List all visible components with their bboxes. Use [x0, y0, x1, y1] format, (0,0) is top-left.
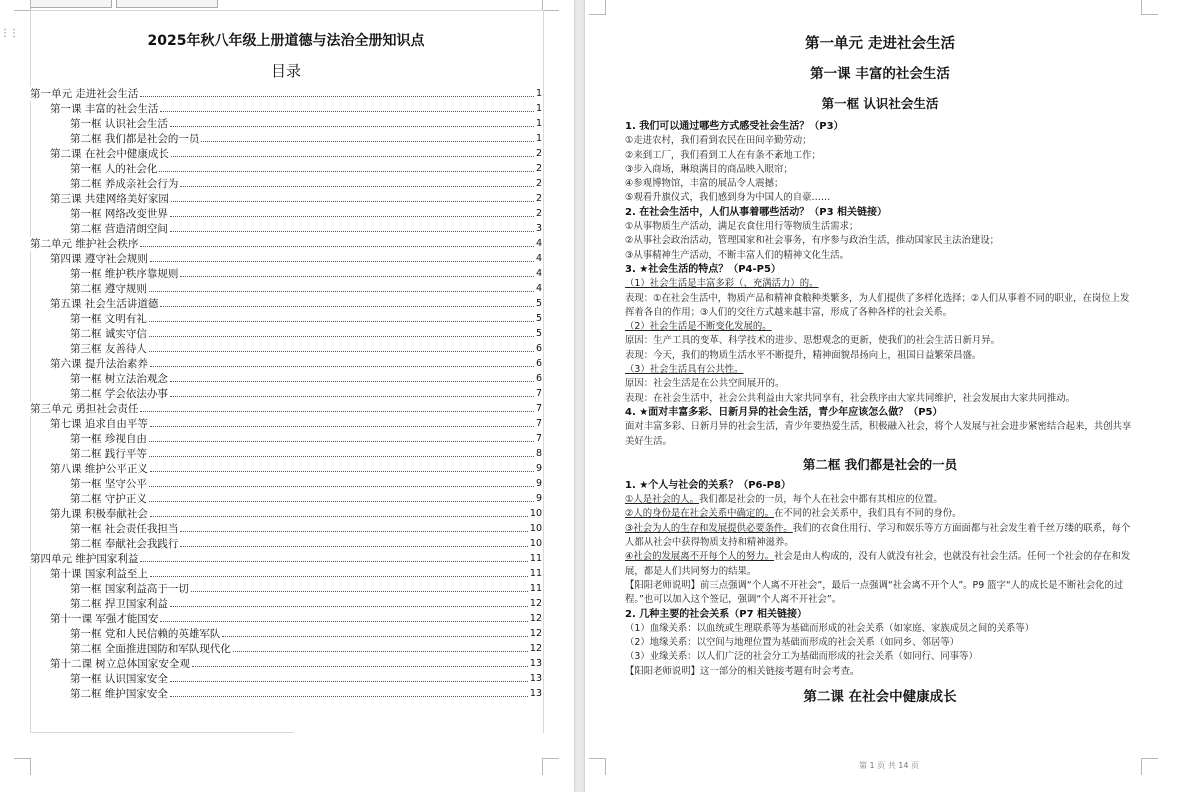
toc-leader: [150, 261, 534, 262]
teacher-note: 【阳阳老师说明】前三点强调“个人离不开社会”，最后一点强调“社会离不开个人”。P9 篮字“人的成长是不断社会化的过程。”也可以加入这个签记，强调“个人离不开社会”。: [625, 579, 1124, 606]
toc-entry-title: 第二框 维护国家安全: [70, 688, 168, 700]
toc-page-number: 2: [535, 193, 542, 204]
toc-leader: [170, 681, 528, 682]
toc-entry-title: 第一框 文明有礼: [70, 313, 147, 325]
toc-page-number: 1: [535, 118, 542, 129]
toc-entry[interactable]: [30, 656, 542, 671]
toc-leader: [150, 366, 534, 367]
answer-text: 我们都是社会的一员，每个人在社会中都有其相应的位置。: [699, 494, 943, 506]
toc-entry-title: 第一框 坚守公平: [70, 478, 147, 490]
toc-leader: [160, 621, 528, 622]
toc-leader: [149, 441, 534, 442]
answer-line: 表现：今天，我们的物质生活水平不断提升，精神面貌昂扬向上，祖国日益繁荣昌盛。: [625, 349, 982, 361]
toc-entry[interactable]: [30, 686, 542, 701]
subpoint-heading: （3）社会生活具有公共性。: [625, 364, 744, 376]
subpoint-heading: （1）社会生活是丰富多彩（、充满活力）的。: [625, 278, 819, 290]
content-page: [585, 0, 1193, 792]
answer-line: （2）地缘关系：以空间与地理位置为基础而形成的社会关系（如同乡、邻居等）: [625, 637, 960, 649]
toc-entry[interactable]: [30, 326, 542, 341]
drag-handle-icon[interactable]: ⋮⋮: [0, 28, 18, 39]
toc-entry-title: 第五课 社会生活讲道德: [50, 298, 159, 310]
lesson-title: 第二课 在社会中健康成长: [803, 688, 957, 705]
toc-page-number: 13: [529, 658, 542, 669]
toc-entry[interactable]: [30, 551, 542, 566]
toc-entry-title: 第二框 营造清朗空间: [70, 223, 168, 235]
question-heading: 2. 几种主要的社会关系（P7 相关链接）: [625, 608, 808, 620]
toc-page-number: 5: [535, 313, 542, 324]
answer-line: ③从事精神生产活动，不断丰富人们的精神文化生活。: [625, 249, 850, 261]
key-point: ③社会为人的生存和发展提供必要条件。: [625, 522, 793, 534]
toc-entry[interactable]: [30, 611, 542, 626]
toc-entry-title: 第一框 党和人民信赖的英雄军队: [70, 628, 221, 640]
toc-entry-title: 第二框 守护正义: [70, 493, 147, 505]
answer-line: ④参观博物馆，丰富的展品令人震撼；: [625, 178, 784, 190]
toc-entry[interactable]: [30, 581, 542, 596]
toc-page-number: 6: [535, 373, 542, 384]
key-point: ②人的身份是在社会关系中确定的。: [625, 508, 775, 520]
crop-mark: [542, 758, 559, 775]
toc-entry-title: 第二框 我们都是社会的一员: [70, 133, 200, 145]
toc-page-number: 9: [535, 493, 542, 504]
toc-entry[interactable]: [30, 176, 542, 191]
toc-entry-title: 第三课 共建网络美好家园: [50, 193, 169, 205]
toc-entry-title: 第二课 在社会中健康成长: [50, 148, 169, 160]
key-point: ①人是社会的人。: [625, 494, 700, 506]
toc-list: [30, 86, 542, 701]
toc-entry-title: 第二框 遵守规则: [70, 283, 147, 295]
toc-page-number: 7: [535, 403, 542, 414]
toc-entry[interactable]: [30, 371, 542, 386]
toc-heading: 目录: [270, 62, 301, 80]
toc-entry-title: 第八课 维护公平正义: [50, 463, 148, 475]
toc-entry[interactable]: [30, 386, 542, 401]
question-heading: 1. 我们可以通过哪些方式感受社会生活？（P3）: [625, 121, 844, 132]
toc-entry-title: 第四课 遵守社会规则: [50, 253, 148, 265]
toc-page-number: 11: [529, 553, 542, 564]
toc-entry[interactable]: [30, 446, 542, 461]
toc-leader: [180, 531, 528, 532]
answer-line: （1）血缘关系：以血统或生理联系等为基础而形成的社会关系（如家庭、家族成员之间的关系等）: [625, 622, 1035, 634]
toc-entry-title: 第一框 珍视自由: [70, 433, 147, 445]
answer-paragraph: 表现：在社会生活中，社会公共利益由大家共同享有，社会秩序由大家共同维护，社会发展由大家共同推动。: [625, 392, 1076, 404]
toc-page-number: 10: [529, 538, 542, 549]
answer-line: ①从事物质生产活动，满足衣食住用行等物质生活需求；: [625, 221, 859, 233]
subpoint-heading: （2）社会生活是不断变化发展的。: [625, 321, 772, 333]
toc-entry-title: 第二框 学会依法办事: [70, 388, 168, 400]
toc-page-number: 8: [535, 448, 542, 459]
question-heading: 2. 在社会生活中，人们从事着哪些活动？（P3 相关链接）: [625, 206, 888, 218]
toc-page: [0, 0, 574, 792]
toc-entry-title: 第一框 认识社会生活: [70, 118, 168, 130]
toc-entry-title: 第一框 网络改变世界: [70, 208, 168, 220]
toc-leader: [180, 186, 534, 187]
answer-line: ⑤观看升旗仪式，我们感到身为中国人的自豪……: [625, 192, 831, 204]
answer-line: ②来到工厂，我们看到工人在有条不紊地工作；: [625, 149, 821, 161]
toc-page-number: 3: [535, 223, 542, 234]
question-heading: 4. ★面对丰富多彩、日新月异的社会生活，青少年应该怎么做？（P5）: [625, 406, 943, 418]
toc-leader: [140, 411, 534, 412]
toc-page-number: 12: [529, 598, 542, 609]
toc-entry-title: 第一框 维护秩序靠规则: [70, 268, 179, 280]
toc-entry[interactable]: [30, 266, 542, 281]
toc-entry-title: 第一课 丰富的社会生活: [50, 103, 159, 115]
toc-entry-title: 第一单元 走进社会生活: [30, 88, 139, 100]
toc-leader: [160, 111, 534, 112]
toc-leader: [140, 561, 528, 562]
toc-leader: [180, 276, 534, 277]
toc-entry[interactable]: [30, 416, 542, 431]
toc-entry[interactable]: [30, 86, 542, 101]
answer-line: （3）业缘关系：以人们广泛的社会分工为基础而形成的社会关系（如同行、同事等）: [625, 651, 978, 663]
toc-page-number: 4: [535, 238, 542, 249]
toc-page-number: 6: [535, 358, 542, 369]
toc-entry[interactable]: [30, 521, 542, 536]
toc-entry[interactable]: [30, 356, 542, 371]
answer-text: 社会是由人构成的，没有人就没有社会，也就没有社会生活。任何一个社会的存在和发展，都是人们共同努力的结果。: [625, 551, 1131, 577]
toc-entry[interactable]: [30, 566, 542, 581]
toc-leader: [149, 501, 534, 502]
toc-entry[interactable]: [30, 476, 542, 491]
toc-entry-title: 第二框 全面推进国防和军队现代化: [70, 643, 231, 655]
toc-entry[interactable]: [30, 536, 542, 551]
toc-leader: [159, 171, 534, 172]
toc-entry-title: 第二框 诚实守信: [70, 328, 147, 340]
toc-page-number: 2: [535, 163, 542, 174]
toc-page-number: 4: [535, 253, 542, 264]
toc-page-number: 9: [535, 478, 542, 489]
toc-page-number: 4: [535, 268, 542, 279]
toc-page-number: 7: [535, 433, 542, 444]
toc-entry[interactable]: [30, 626, 542, 641]
toc-entry-title: 第六课 提升法治素养: [50, 358, 148, 370]
toc-page-number: 9: [535, 463, 542, 474]
question-heading: 1. ★个人与社会的关系？（P6-P8）: [625, 479, 791, 491]
toc-leader: [149, 336, 534, 337]
toc-entry-title: 第二单元 维护社会秩序: [30, 238, 139, 250]
toc-leader: [171, 201, 534, 202]
toc-leader: [170, 606, 528, 607]
toc-entry[interactable]: [30, 506, 542, 521]
toc-entry[interactable]: [30, 311, 542, 326]
document-title: 2025年秋八年级上册道德与法治全册知识点: [147, 33, 425, 49]
crop-mark: [14, 758, 31, 775]
toc-entry[interactable]: [30, 101, 542, 116]
toc-entry-title: 第一框 人的社会化: [70, 163, 158, 175]
toc-page-number: 11: [529, 583, 542, 594]
toc-leader: [150, 576, 528, 577]
toc-entry[interactable]: [30, 491, 542, 506]
update-toc-tab[interactable]: [116, 0, 218, 8]
toc-leader: [192, 666, 528, 667]
toc-entry[interactable]: [30, 161, 542, 176]
toc-entry-title: 第一框 认识国家安全: [70, 673, 168, 685]
toc-leader: [149, 291, 534, 292]
toc-entry[interactable]: [30, 401, 542, 416]
toc-leader: [149, 351, 534, 352]
toc-page-number: 10: [529, 523, 542, 534]
toc-page-number: 7: [535, 418, 542, 429]
toc-frame-bottom: [30, 732, 294, 733]
crop-mark: [14, 0, 31, 11]
toc-page-number: 13: [529, 688, 542, 699]
toc-leader: [160, 306, 534, 307]
toc-entry[interactable]: [30, 191, 542, 206]
toc-leader: [170, 696, 528, 697]
toc-leader: [149, 486, 534, 487]
crop-mark: [589, 0, 606, 15]
toc-page-number: 12: [529, 628, 542, 639]
toc-entry-title: 第二框 奉献社会我践行: [70, 538, 179, 550]
toc-entry[interactable]: [30, 116, 542, 131]
toc-page-number: 1: [535, 133, 542, 144]
question-heading: 3. ★社会生活的特点？（P4-P5）: [625, 263, 781, 275]
toc-leader: [149, 321, 534, 322]
unit-title: 第一单元 走进社会生活: [804, 36, 956, 52]
toc-entry[interactable]: [30, 461, 542, 476]
toc-leader: [170, 216, 534, 217]
toc-entry[interactable]: [30, 221, 542, 236]
toc-entry[interactable]: [30, 281, 542, 296]
toc-toolbar: [30, 0, 218, 8]
toc-entry[interactable]: [30, 341, 542, 356]
toc-page-number: 4: [535, 283, 542, 294]
answer-line: ③步入商场，琳琅满目的商品映入眼帘；: [625, 163, 793, 175]
toc-leader: [170, 396, 534, 397]
toc-entry[interactable]: [30, 596, 542, 611]
answer-paragraph: 面对丰富多彩、日新月异的社会生活，青少年要热爱生活，积极融入社会，将个人发展与社会进步紧密结合起来，共创共享美好生活。: [625, 421, 1132, 447]
toc-entry-title: 第十一课 军强才能国安: [50, 613, 159, 625]
answer-text: 我们的衣食住用行、学习和娱乐等方方面面都与社会发生着千丝万缕的联系，每个人都从社会中获得物质支持和精神滋养。: [625, 522, 1131, 549]
toc-leader: [180, 546, 528, 547]
toc-leader: [201, 141, 534, 142]
answer-paragraph: 表现：①在社会生活中，物质产品和精神食粮种类繁多，为人们提供了多样化选择；②人们从事着不同的职业，在岗位上发挥着各自的作用；③人们的交往方式越来越丰富，形成了各种各样的社会关系。: [625, 292, 1130, 318]
crop-mark: [542, 0, 559, 11]
toc-leader: [191, 591, 528, 592]
toc-entry[interactable]: [30, 641, 542, 656]
toc-page-number: 10: [529, 508, 542, 519]
toc-leader: [222, 636, 528, 637]
answer-text: 在不同的社会关系中，我们具有不同的身份。: [774, 508, 962, 520]
toc-leader: [150, 516, 528, 517]
toc-entry[interactable]: [30, 431, 542, 446]
toc-entry[interactable]: [30, 296, 542, 311]
toc-entry-title: 第一框 社会责任我担当: [70, 523, 179, 535]
toc-entry-title: 第二框 捍卫国家利益: [70, 598, 168, 610]
lesson-title: 第一课 丰富的社会生活: [810, 66, 950, 82]
toc-leader: [140, 246, 534, 247]
page-footer: 第 1 页 共 14 页: [859, 761, 919, 770]
toc-page-number: 13: [529, 673, 542, 684]
toc-leader: [170, 126, 534, 127]
toc-entry-title: 第三单元 勇担社会责任: [30, 403, 139, 415]
toc-entry-title: 第二框 养成亲社会行为: [70, 178, 179, 190]
toc-entry[interactable]: [30, 671, 542, 686]
toc-page-number: 1: [535, 88, 542, 99]
toc-leader: [150, 471, 534, 472]
content-body: [625, 30, 1135, 705]
toc-entry[interactable]: [30, 146, 542, 161]
toc-page-number: 11: [529, 568, 542, 579]
toc-entry-title: 第二框 践行平等: [70, 448, 147, 460]
frame-title: 第一框 认识社会生活: [821, 96, 939, 111]
toc-leader: [149, 456, 534, 457]
toc-entry-title: 第十课 国家利益至上: [50, 568, 148, 580]
toc-leader: [150, 426, 534, 427]
toc-page-number: 12: [529, 643, 542, 654]
toc-entry[interactable]: [30, 206, 542, 221]
toc-page-number: 6: [535, 343, 542, 354]
toc-entry-title: 第十二课 树立总体国家安全观: [50, 658, 190, 670]
toc-page-number: 1: [535, 103, 542, 114]
toc-page-number: 5: [535, 298, 542, 309]
teacher-note: 【阳阳老师说明】这一部分的相关链接考题有时会考查。: [625, 665, 860, 677]
toc-entry[interactable]: [30, 251, 542, 266]
toc-page-number: 2: [535, 148, 542, 159]
answer-line: ②从事社会政治活动，管理国家和社会事务，有序参与政治生活，推动国家民主法治建设；: [625, 235, 1000, 247]
toc-entry-title: 第四单元 维护国家利益: [30, 553, 139, 565]
key-point: ④社会的发展离不开每个人的努力。: [625, 551, 775, 563]
toc-entry-title: 第三框 友善待人: [70, 343, 147, 355]
toc-entry[interactable]: [30, 236, 542, 251]
toc-leader: [170, 231, 534, 232]
toc-page-number: 2: [535, 178, 542, 189]
toc-page-number: 2: [535, 208, 542, 219]
toc-entry-title: 第九课 积极奉献社会: [50, 508, 148, 520]
toc-entry-title: 第七课 追求自由平等: [50, 418, 148, 430]
frame-title: 第二框 我们都是社会的一员: [802, 456, 958, 472]
crop-mark: [1141, 0, 1158, 15]
toc-entry-title: 第一框 树立法治观念: [70, 373, 168, 385]
toc-leader: [171, 156, 534, 157]
toc-entry[interactable]: [30, 131, 542, 146]
toc-page-number: 5: [535, 328, 542, 339]
toc-leader: [170, 381, 534, 382]
answer-line: ①走进农村，我们看到农民在田间辛勤劳动；: [625, 135, 812, 147]
toc-entry-title: 第一框 国家利益高于一切: [70, 583, 189, 595]
toc-page-number: 12: [529, 613, 542, 624]
answer-line: 原因：社会生活是在公共空间展开的。: [625, 378, 785, 390]
toc-leader: [233, 651, 528, 652]
toc-page-number: 7: [535, 388, 542, 399]
toc-leader: [140, 96, 534, 97]
answer-line: 原因：生产工具的变革、科学技术的进步、思想观念的更新，使我们的社会生活日新月异。: [625, 335, 1001, 347]
toc-settings-tab[interactable]: [30, 0, 112, 8]
